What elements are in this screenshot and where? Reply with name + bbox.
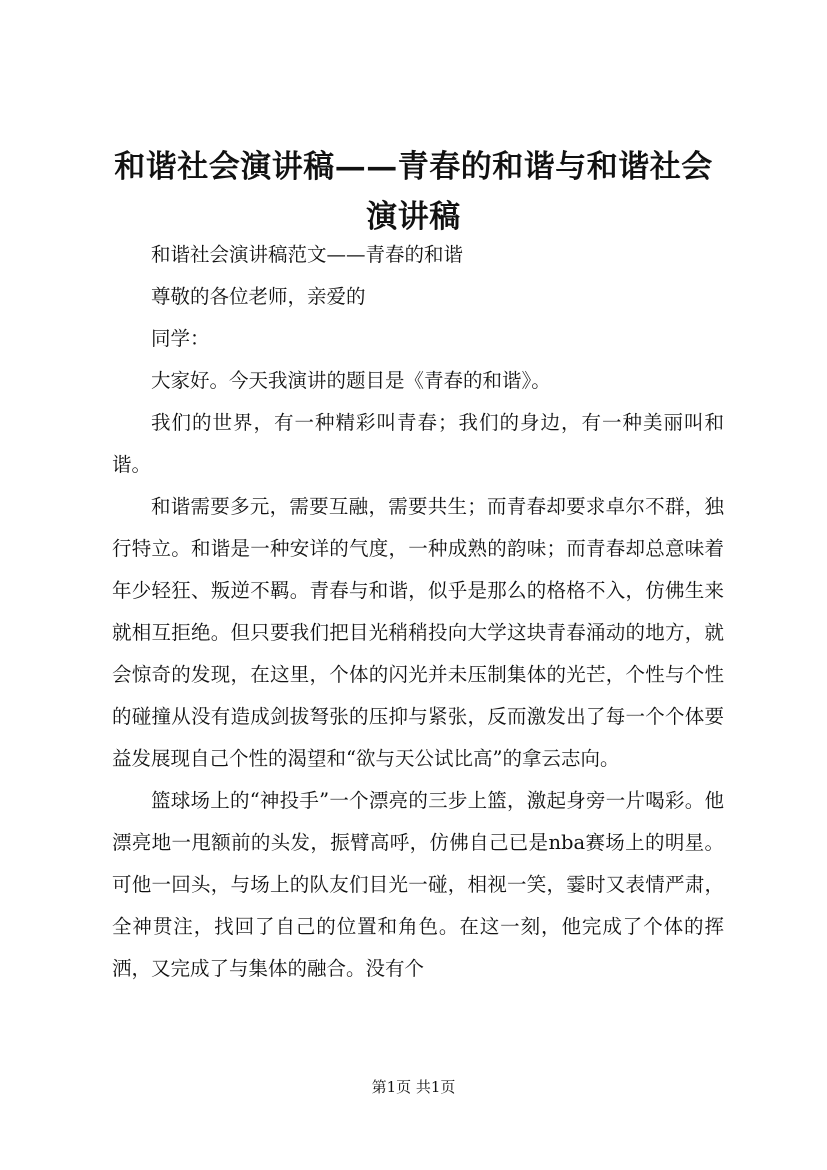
paragraph: 尊敬的各位老师，亲爱的 [151, 285, 366, 308]
paragraph: 和谐需要多元，需要互融，需要共生；而青春却要求卓尔不群，独行特立。和谐是一种安详的气度，一种成熟的韵味；而青春却总意味着年少轻狂、叛逆不羁。青春与和谐，似乎是那么的格格不入，仿佛生来就相互拒绝。但只要我们把目光稍稍投向大学这块青春涌动的地方，就会惊奇的发现，在这里，个体的闪光并未压制集体的光芒，个性与个性的碰撞从没有造成剑拔弩张的压抑与紧张，反而激发出了每一个个体要益发展现自己个性的渴望和“欲与天公试比高”的拿云志向。 [112, 495, 724, 770]
document-title: 和谐社会演讲稿——青春的和谐与和谐社会演讲稿 [114, 149, 713, 235]
paragraph: 和谐社会演讲稿范文——青春的和谐 [151, 243, 464, 266]
paragraph: 大家好。今天我演讲的题目是《青春的和谐》。 [151, 369, 551, 392]
paragraph: 同学： [151, 327, 210, 350]
page-number-footer: 第1页 共1页 [371, 1078, 456, 1096]
document-body [112, 234, 724, 990]
paragraph: 篮球场上的“神投手”一个漂亮的三步上篮，激起身旁一片喝彩。他漂亮地一甩额前的头发，振臂高呼，仿佛自己已是nba赛场上的明星。可他一回头，与场上的队友们目光一碰，相视一笑，霎时又表情严肃，全神贯注，找回了自己的位置和角色。在这一刻，他完成了个体的挥洒，又完成了与集体的融合。没有个 [112, 789, 724, 980]
paragraph: 我们的世界，有一种精彩叫青春；我们的身边，有一种美丽叫和谐。 [112, 411, 724, 476]
